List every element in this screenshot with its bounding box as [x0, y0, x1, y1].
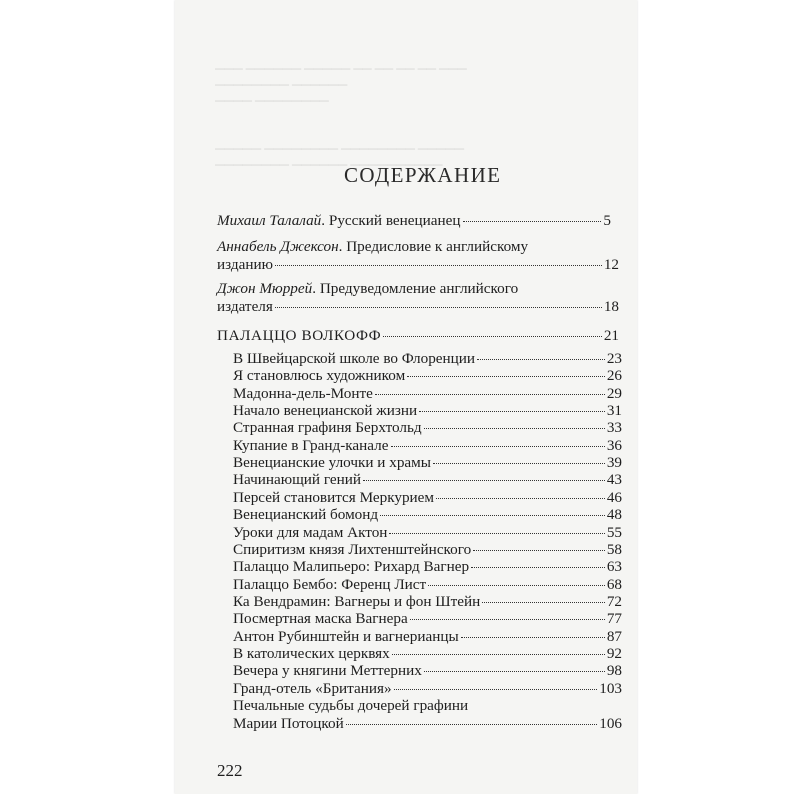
chapter-page: 77 [606, 610, 622, 628]
dot-leader [346, 724, 597, 725]
chapter-page: 106 [599, 715, 622, 732]
toc-chapter-entry[interactable] [233, 506, 622, 524]
toc-chapter-entry[interactable] [233, 489, 622, 507]
dot-leader [461, 637, 605, 638]
dot-leader [383, 336, 602, 337]
chapter-title: Венецианский бомонд [233, 506, 379, 524]
toc-chapter-entry[interactable] [233, 662, 622, 680]
chapter-page: 46 [606, 488, 622, 506]
chapter-title: Палаццо Малипьеро: Рихард Вагнер [233, 558, 470, 576]
dot-leader [389, 533, 604, 534]
chapter-page: 29 [606, 384, 622, 402]
dot-leader [463, 221, 602, 222]
chapter-title-cont: Марии Потоцкой [233, 715, 344, 732]
toc-chapter-entry[interactable] [233, 697, 622, 733]
chapter-page: 33 [606, 419, 622, 437]
chapter-title: Венецианские улочки и храмы [233, 454, 431, 472]
dot-leader [392, 654, 605, 655]
chapter-page: 87 [606, 627, 622, 645]
toc-part-entry[interactable] [217, 327, 619, 345]
toc-entry-front-3[interactable] [217, 280, 619, 316]
chapter-title: Купание в Гранд-канале [233, 436, 389, 454]
chapter-page: 26 [606, 367, 622, 385]
toc-chapter-entry[interactable] [233, 593, 622, 611]
chapter-page: 39 [606, 454, 622, 472]
entry-title: . Предисловие к английскому [338, 238, 529, 255]
toc-chapter-entry[interactable] [233, 628, 622, 646]
toc-chapter-entry[interactable] [233, 402, 622, 420]
chapter-title: Посмертная маска Вагнера [233, 610, 408, 628]
toc-entry-front-1[interactable] [217, 212, 611, 230]
chapter-title: Начинающий гений [233, 471, 361, 489]
toc-chapter-entry[interactable] [233, 419, 622, 437]
dot-leader [275, 307, 602, 308]
chapter-title: Начало венецианской жизни [233, 402, 418, 420]
entry-title-cont: изданию [217, 256, 273, 273]
toc-chapter-entry[interactable] [233, 350, 622, 368]
chapter-page: 72 [606, 592, 622, 610]
entry-title-cont: издателя [217, 298, 273, 315]
dot-leader [375, 394, 605, 395]
dot-leader [471, 567, 605, 568]
dot-leader [424, 671, 605, 672]
chapter-title: Мадонна-дель-Монте [233, 384, 373, 402]
entry-page: 21 [603, 327, 619, 344]
toc-chapter-entry[interactable] [233, 437, 622, 455]
chapter-page: 98 [606, 662, 622, 680]
entry-page: 12 [603, 256, 619, 273]
entry-title: . Предуведомление английского [312, 280, 519, 297]
author-name: Аннабель Джексон [217, 238, 339, 255]
entry-page: 18 [603, 298, 619, 315]
dot-leader [473, 550, 605, 551]
toc-entry-front-2[interactable] [217, 238, 619, 274]
dot-leader [436, 498, 605, 499]
dot-leader [391, 446, 605, 447]
chapter-page: 58 [606, 540, 622, 558]
chapter-title: Палаццо Бембо: Ференц Лист [233, 575, 427, 593]
entry-title: . Русский венецианец [321, 212, 461, 229]
bleed-through-text: ▁▁▁ ▁▁▁▁▁▁ ▁▁▁▁▁ ▁▁ ▁▁ ▁▁ ▁▁ ▁▁▁ ▁▁▁▁▁▁▁▁ ▁▁▁▁▁▁ ▁▁▁▁ ▁▁▁▁▁▁▁▁ ▁▁▁▁▁ ▁▁▁▁▁▁▁▁ ▁▁▁▁▁▁▁▁ ▁▁▁▁▁ ▁▁▁▁▁▁▁▁ ▁▁▁▁▁▁ ▁▁▁▁▁▁▁▁▁▁ [215, 56, 467, 166]
dot-leader [407, 376, 605, 377]
toc-chapter-entry[interactable] [233, 367, 622, 385]
chapter-page: 68 [606, 575, 622, 593]
author-name: Джон Мюррей [217, 280, 313, 297]
chapter-title: Уроки для мадам Актон [233, 523, 388, 541]
chapter-page: 103 [599, 679, 622, 697]
dot-leader [433, 463, 605, 464]
chapter-page: 23 [606, 350, 622, 367]
chapter-title: Я становлюсь художником [233, 367, 406, 385]
toc-chapter-entry[interactable] [233, 558, 622, 576]
chapter-title: Вечера у княгини Меттерних [233, 662, 422, 680]
toc-chapter-entry[interactable] [233, 541, 622, 559]
chapter-title: Персей становится Меркурием [233, 488, 435, 506]
chapter-title: Печальные судьбы дочерей графини [233, 697, 469, 714]
toc-chapter-entry[interactable] [233, 471, 622, 489]
part-title: ПАЛАЦЦО ВОЛКОФФ [217, 327, 382, 344]
toc-chapter-entry[interactable] [233, 454, 622, 472]
entry-page: 5 [603, 212, 611, 229]
chapter-page: 48 [606, 506, 622, 524]
dot-leader [394, 689, 598, 690]
chapter-title: Странная графиня Берхтольд [233, 419, 422, 437]
toc-chapter-entry[interactable] [233, 680, 622, 698]
chapter-page: 55 [606, 523, 622, 541]
dot-leader [380, 515, 605, 516]
chapter-title: Спиритизм князя Лихтенштейнского [233, 540, 472, 558]
toc-chapter-entry[interactable] [233, 645, 622, 663]
dot-leader [477, 359, 605, 360]
toc-chapter-entry[interactable] [233, 610, 622, 628]
dot-leader [275, 265, 602, 266]
chapter-title: В католических церквях [233, 644, 390, 662]
page-number: 222 [217, 761, 243, 780]
author-name: Михаил Талалай [217, 212, 322, 229]
dot-leader [424, 428, 605, 429]
chapter-title: Гранд-отель «Британия» [233, 679, 392, 697]
chapter-title: Антон Рубинштейн и вагнерианцы [233, 627, 459, 645]
dot-leader [482, 602, 605, 603]
chapter-page: 31 [606, 402, 622, 420]
dot-leader [363, 480, 605, 481]
dot-leader [419, 411, 605, 412]
dot-leader [410, 619, 605, 620]
toc-chapter-entry[interactable] [233, 576, 622, 594]
contents-title: СОДЕРЖАНИЕ [344, 163, 502, 187]
chapter-title: Ка Вендрамин: Вагнеры и фон Штейн [233, 592, 481, 610]
chapter-page: 92 [606, 644, 622, 662]
toc-chapter-entry[interactable] [233, 524, 622, 542]
chapter-page: 63 [606, 558, 622, 576]
toc-chapter-entry[interactable] [233, 385, 622, 403]
dot-leader [428, 585, 605, 586]
chapter-title: В Швейцарской школе во Флоренции [233, 350, 476, 367]
chapter-page: 43 [606, 471, 622, 489]
chapter-page: 36 [606, 436, 622, 454]
